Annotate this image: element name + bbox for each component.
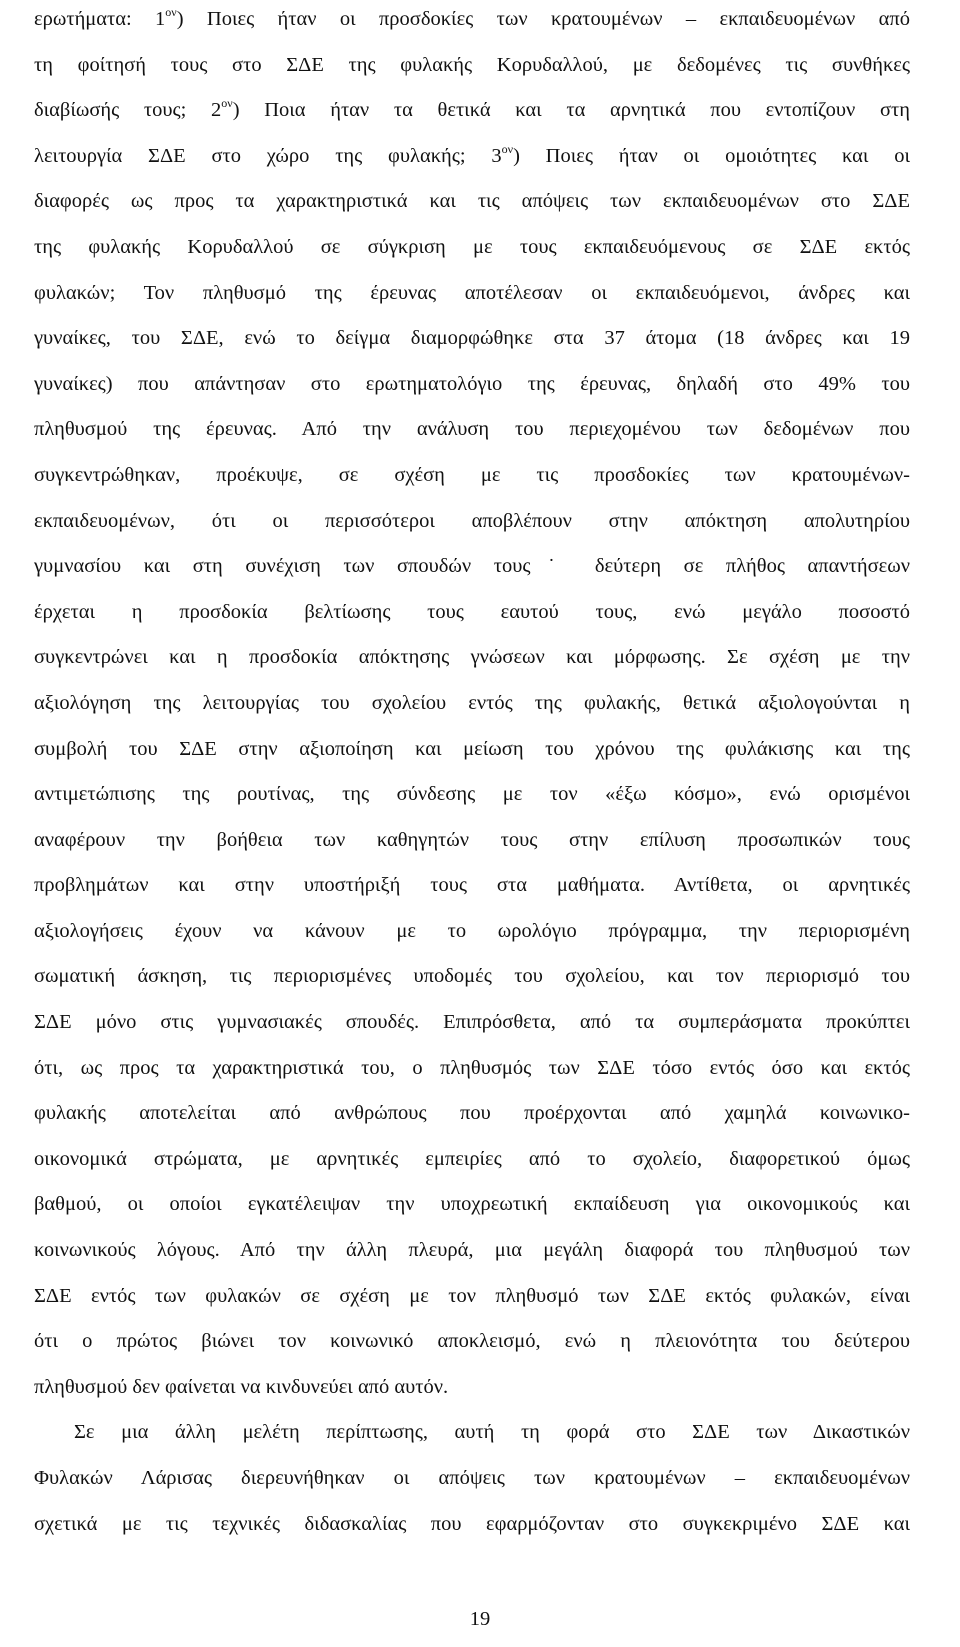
text-line: διαφορές ως προς τα χαρακτηριστικά και τις απόψεις των εκπαιδευομένων στο ΣΔΕ — [34, 190, 910, 213]
text-line: σωματική άσκηση, τις περιορισμένες υποδομές του σχολείου, και τον περιορισμό του — [34, 965, 910, 988]
page-number: 19 — [469, 1608, 491, 1630]
text-line: ΣΔΕ εντός των φυλακών σε σχέση με τον πληθυσμό των ΣΔΕ εκτός φυλακών, είναι — [34, 1284, 910, 1307]
text-line: εκπαιδευομένων, ότι οι περισσότεροι αποβλέπουν στην απόκτηση απολυτηρίου — [34, 509, 910, 532]
text-line: τη φοίτησή τους στο ΣΔΕ της φυλακής Κορυδαλλού, με δεδομένες τις συνθήκες — [34, 53, 910, 76]
text-line: αντιμετώπισης της ρουτίνας, της σύνδεσης με τον «έξω κόσμο», ενώ ορισμένοι — [34, 783, 910, 806]
text-line: σχετικά με τις τεχνικές διδασκαλίας που εφαρμόζονταν στο συγκεκριμένο ΣΔΕ και — [34, 1512, 910, 1535]
text-line: Φυλακών Λάρισας διερευνήθηκαν οι απόψεις των κρατουμένων – εκπαιδευομένων — [34, 1467, 910, 1489]
body-text — [34, 0, 910, 1547]
text-line: γυμνασίου και στη συνέχιση των σπουδών τους˙ δεύτερη σε πλήθος απαντήσεων — [34, 555, 910, 578]
text-line: αναφέρουν την βοήθεια των καθηγητών τους στην επίλυση προσωπικών τους — [34, 828, 910, 851]
text-line: κοινωνικούς λόγους. Από την άλλη πλευρά, μια μεγάλη διαφορά του πληθυσμού των — [34, 1239, 910, 1262]
text-line: προβλημάτων και στην υποστήριξή τους στα μαθήματα. Αντίθετα, οι αρνητικές — [34, 874, 910, 897]
text-line: λειτουργία ΣΔΕ στο χώρο της φυλακής; $3^{o\nu}$) Ποιες ήταν οι ομοιότητες και οι — [34, 141, 910, 167]
text-line: φυλακών; Τον πληθυσμό της έρευνας αποτέλεσαν οι εκπαιδευόμενοι, άνδρες και — [34, 281, 910, 304]
text-line: γυναίκες, του ΣΔΕ, ενώ το δείγμα διαμορφώθηκε στα 37 άτομα (18 άνδρες και 19 — [34, 327, 910, 350]
text-line: αξιολογήσεις έχουν να κάνουν με το ωρολόγιο πρόγραμμα, την περιορισμένη — [34, 919, 910, 942]
text-line: φυλακής αποτελείται από ανθρώπους που προέρχονται από χαμηλά κοινωνικο- — [34, 1102, 910, 1125]
text-line: συγκεντρώθηκαν, προέκυψε, σε σχέση με τις προσδοκίες των κρατουμένων- — [34, 463, 910, 486]
text-line: ερωτήματα: $1^{o\nu}$) Ποιες ήταν οι προσδοκίες των κρατουμένων – εκπαιδευομένων από — [34, 5, 910, 30]
text-line: ότι ο πρώτος βιώνει τον κοινωνικό αποκλεισμό, ενώ η πλειονότητα του δεύτερου — [34, 1330, 910, 1353]
text-line: πληθυσμού δεν φαίνεται να κινδυνεύει από αυτόν. — [34, 1375, 449, 1398]
text-line: ΣΔΕ μόνο στις γυμνασιακές σπουδές. Επιπρόσθετα, από τα συμπεράσματα προκύπτει — [34, 1011, 910, 1034]
text-line: πληθυσμού της έρευνας. Από την ανάλυση του περιεχομένου των δεδομένων που — [34, 418, 910, 441]
text-line: συμβολή του ΣΔΕ στην αξιοποίηση και μείωση του χρόνου της φυλάκισης και της — [34, 737, 910, 760]
text-line: ότι, ως προς τα χαρακτηριστικά του, ο πληθυσμός των ΣΔΕ τόσο εντός όσο και εκτός — [34, 1056, 910, 1079]
text-line: έρχεται η προσδοκία βελτίωσης τους εαυτού τους, ενώ μεγάλο ποσοστό — [34, 600, 910, 623]
text-line: αξιολόγηση της λειτουργίας του σχολείου εντός της φυλακής, θετικά αξιολογούνται η — [34, 691, 910, 714]
text-line: διαβίωσής τους; $2^{o\nu}$) Ποια ήταν τα θετικά και τα αρνητικά που εντοπίζουν στη — [34, 96, 910, 122]
text-line: Σε μια άλλη μελέτη περίπτωσης, αυτή τη φορά στο ΣΔΕ των Δικαστικών — [74, 1421, 910, 1444]
text-line: οικονομικά στρώματα, με αρνητικές εμπειρίες από το σχολείο, διαφορετικού όμως — [34, 1147, 910, 1170]
text-line: γυναίκες) που απάντησαν στο ερωτηματολόγιο της έρευνας, δηλαδή στο 49% του — [34, 372, 910, 395]
text-line: της φυλακής Κορυδαλλού σε σύγκριση με τους εκπαιδευόμενους σε ΣΔΕ εκτός — [34, 235, 910, 258]
text-line: βαθμού, οι οποίοι εγκατέλειψαν την υποχρεωτική εκπαίδευση για οικονομικούς και — [34, 1193, 910, 1216]
text-line: συγκεντρώνει και η προσδοκία απόκτησης γνώσεων και μόρφωσης. Σε σχέση με την — [34, 646, 910, 669]
